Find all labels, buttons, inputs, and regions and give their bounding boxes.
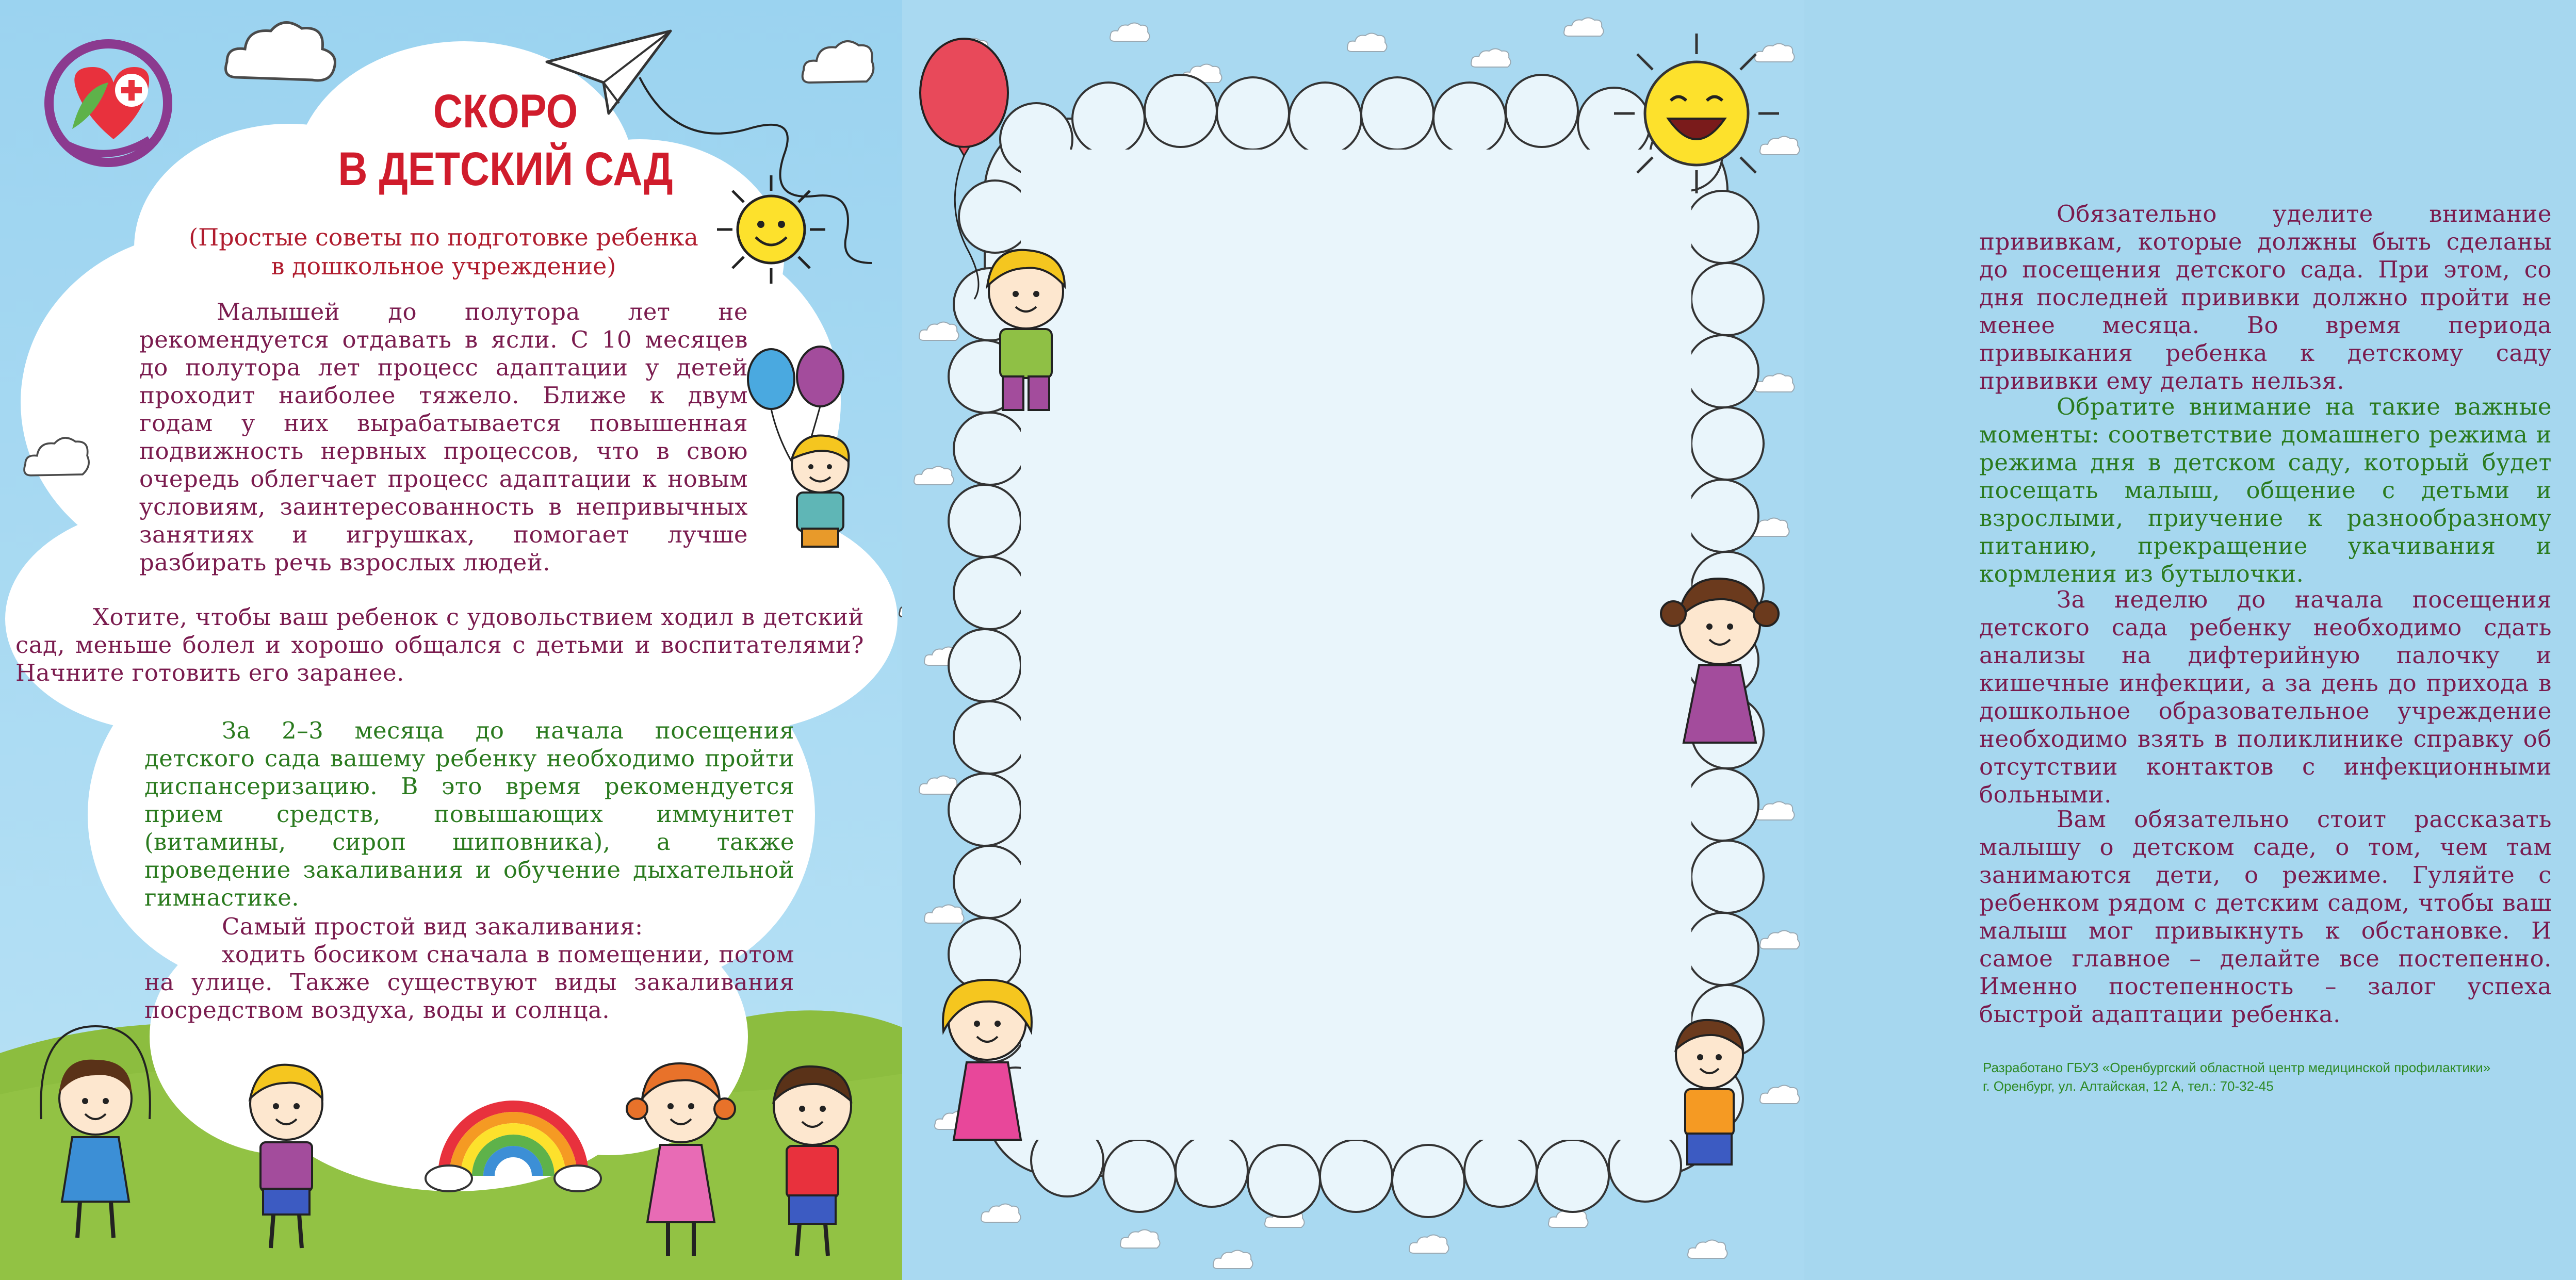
left-paragraph-1: Малышей до полутора лет не рекомендуется отдавать в ясли. С 10 месяцев до полутора лет процесс адаптации у детей проходит наиболее тяжело. Ближе к двум годам у них вырабатывается повышенная подвижность нервных процессов, что в свою очередь облегчает процесс адаптации к новым условиям, заинтересованность в непривычных занятиях и игрушках, помогает лучше разбирать речь взрослых людей. [139,298,748,576]
subtitle [129,223,758,281]
child-figure-icon [964,242,1088,418]
child-figure-icon [1650,567,1789,774]
left-panel [0,0,902,1280]
credit-line-1: Разработано ГБУЗ «Оренбургский областной центр медицинской профилактики» [1983,1060,2491,1075]
left-paragraph-4-line-2: ходить босиком сначала в помещении, потом на улице. Также существуют виды закаливания посредством воздуха, воды и солнца. [144,941,794,1024]
cloud-icon [21,433,93,485]
right-paragraph-1: Обязательно уделите внимание прививкам, которые должны быть сделаны до посещения детского сада. При этом, со дня последней прививки должно пройти не менее месяца. Во время периода привыкания ребенка к детскому саду прививки ему делать нельзя. [1979,200,2552,395]
title-line-2: В ДЕТСКИЙ САД [338,143,673,195]
subtitle-line-1: (Простые советы по подготовке ребенка [189,223,698,251]
right-paragraph-3: За неделю до начала посещения детского сада ребенку необходимо сдать анализы на дифтерийную палочку и кишечные инфекции, а за день до прихода в дошкольное образовательное учреждение необходимо взять в поликлинике справку об отсутствии контактов с инфекционными больными. [1979,586,2552,808]
left-paragraph-2: Хотите, чтобы ваш ребенок с удовольствием ходил в детский сад, меньше болел и хорошо общался с детьми и воспитателями? Начните готовить его заранее. [15,603,864,686]
rainbow-icon [428,1073,598,1191]
page-title [337,83,674,198]
credit-note [1983,1058,2576,1095]
subtitle-line-2: в дошкольное учреждение) [271,252,616,280]
child-figure-icon [923,970,1052,1171]
right-paragraph-2: Обратите внимание на такие важные моменты: соответствие домашнего режима и режима дня в детском саду, который будет посещать малыш, общение с детьми и взрослыми, приучение к разнообразному питанию, прекращение укачивания и кормления из бутылочки. [1979,393,2552,587]
child-figure-icon [619,1052,743,1269]
cloud-icon [222,15,340,93]
right-panel [902,0,2552,1280]
credit-line-2: г. Оренбург, ул. Алтайская, 12 А, тел.: 70-32-45 [1983,1078,2274,1094]
child-figure-icon [753,428,887,557]
sun-icon [1609,31,1784,196]
child-figure-icon [227,1057,346,1263]
right-paragraph-4: Вам обязательно стоит рассказать малышу о детском саде, о том, чем там занимаются дети, о режиме. Гуляйте с ребенком рядом с детским садом, чтобы ваш малыш мог привыкнуть к обстановке. И самое главное – делайте все постепенно. Именно постепенность – залог успеха быстрой адаптации ребенка. [1979,806,2552,1028]
title-line-1: СКОРО [433,85,578,138]
heart-cross-logo-icon [36,36,181,170]
child-figure-icon [1645,1011,1774,1186]
child-figure-icon [31,1016,160,1253]
left-paragraph-3: За 2–3 месяца до начала посещения детского сада вашему ребенку необходимо пройти диспансеризацию. В это время рекомендуется прием средств, повышающих иммунитет (витамины, сироп шиповника), а также проведение закаливания и обучение дыхательной гимнастике. [144,717,794,911]
left-paragraph-4 [144,913,794,1024]
left-paragraph-4-line-1: Самый простой вид закаливания: [222,913,643,940]
child-figure-icon [748,1057,877,1269]
